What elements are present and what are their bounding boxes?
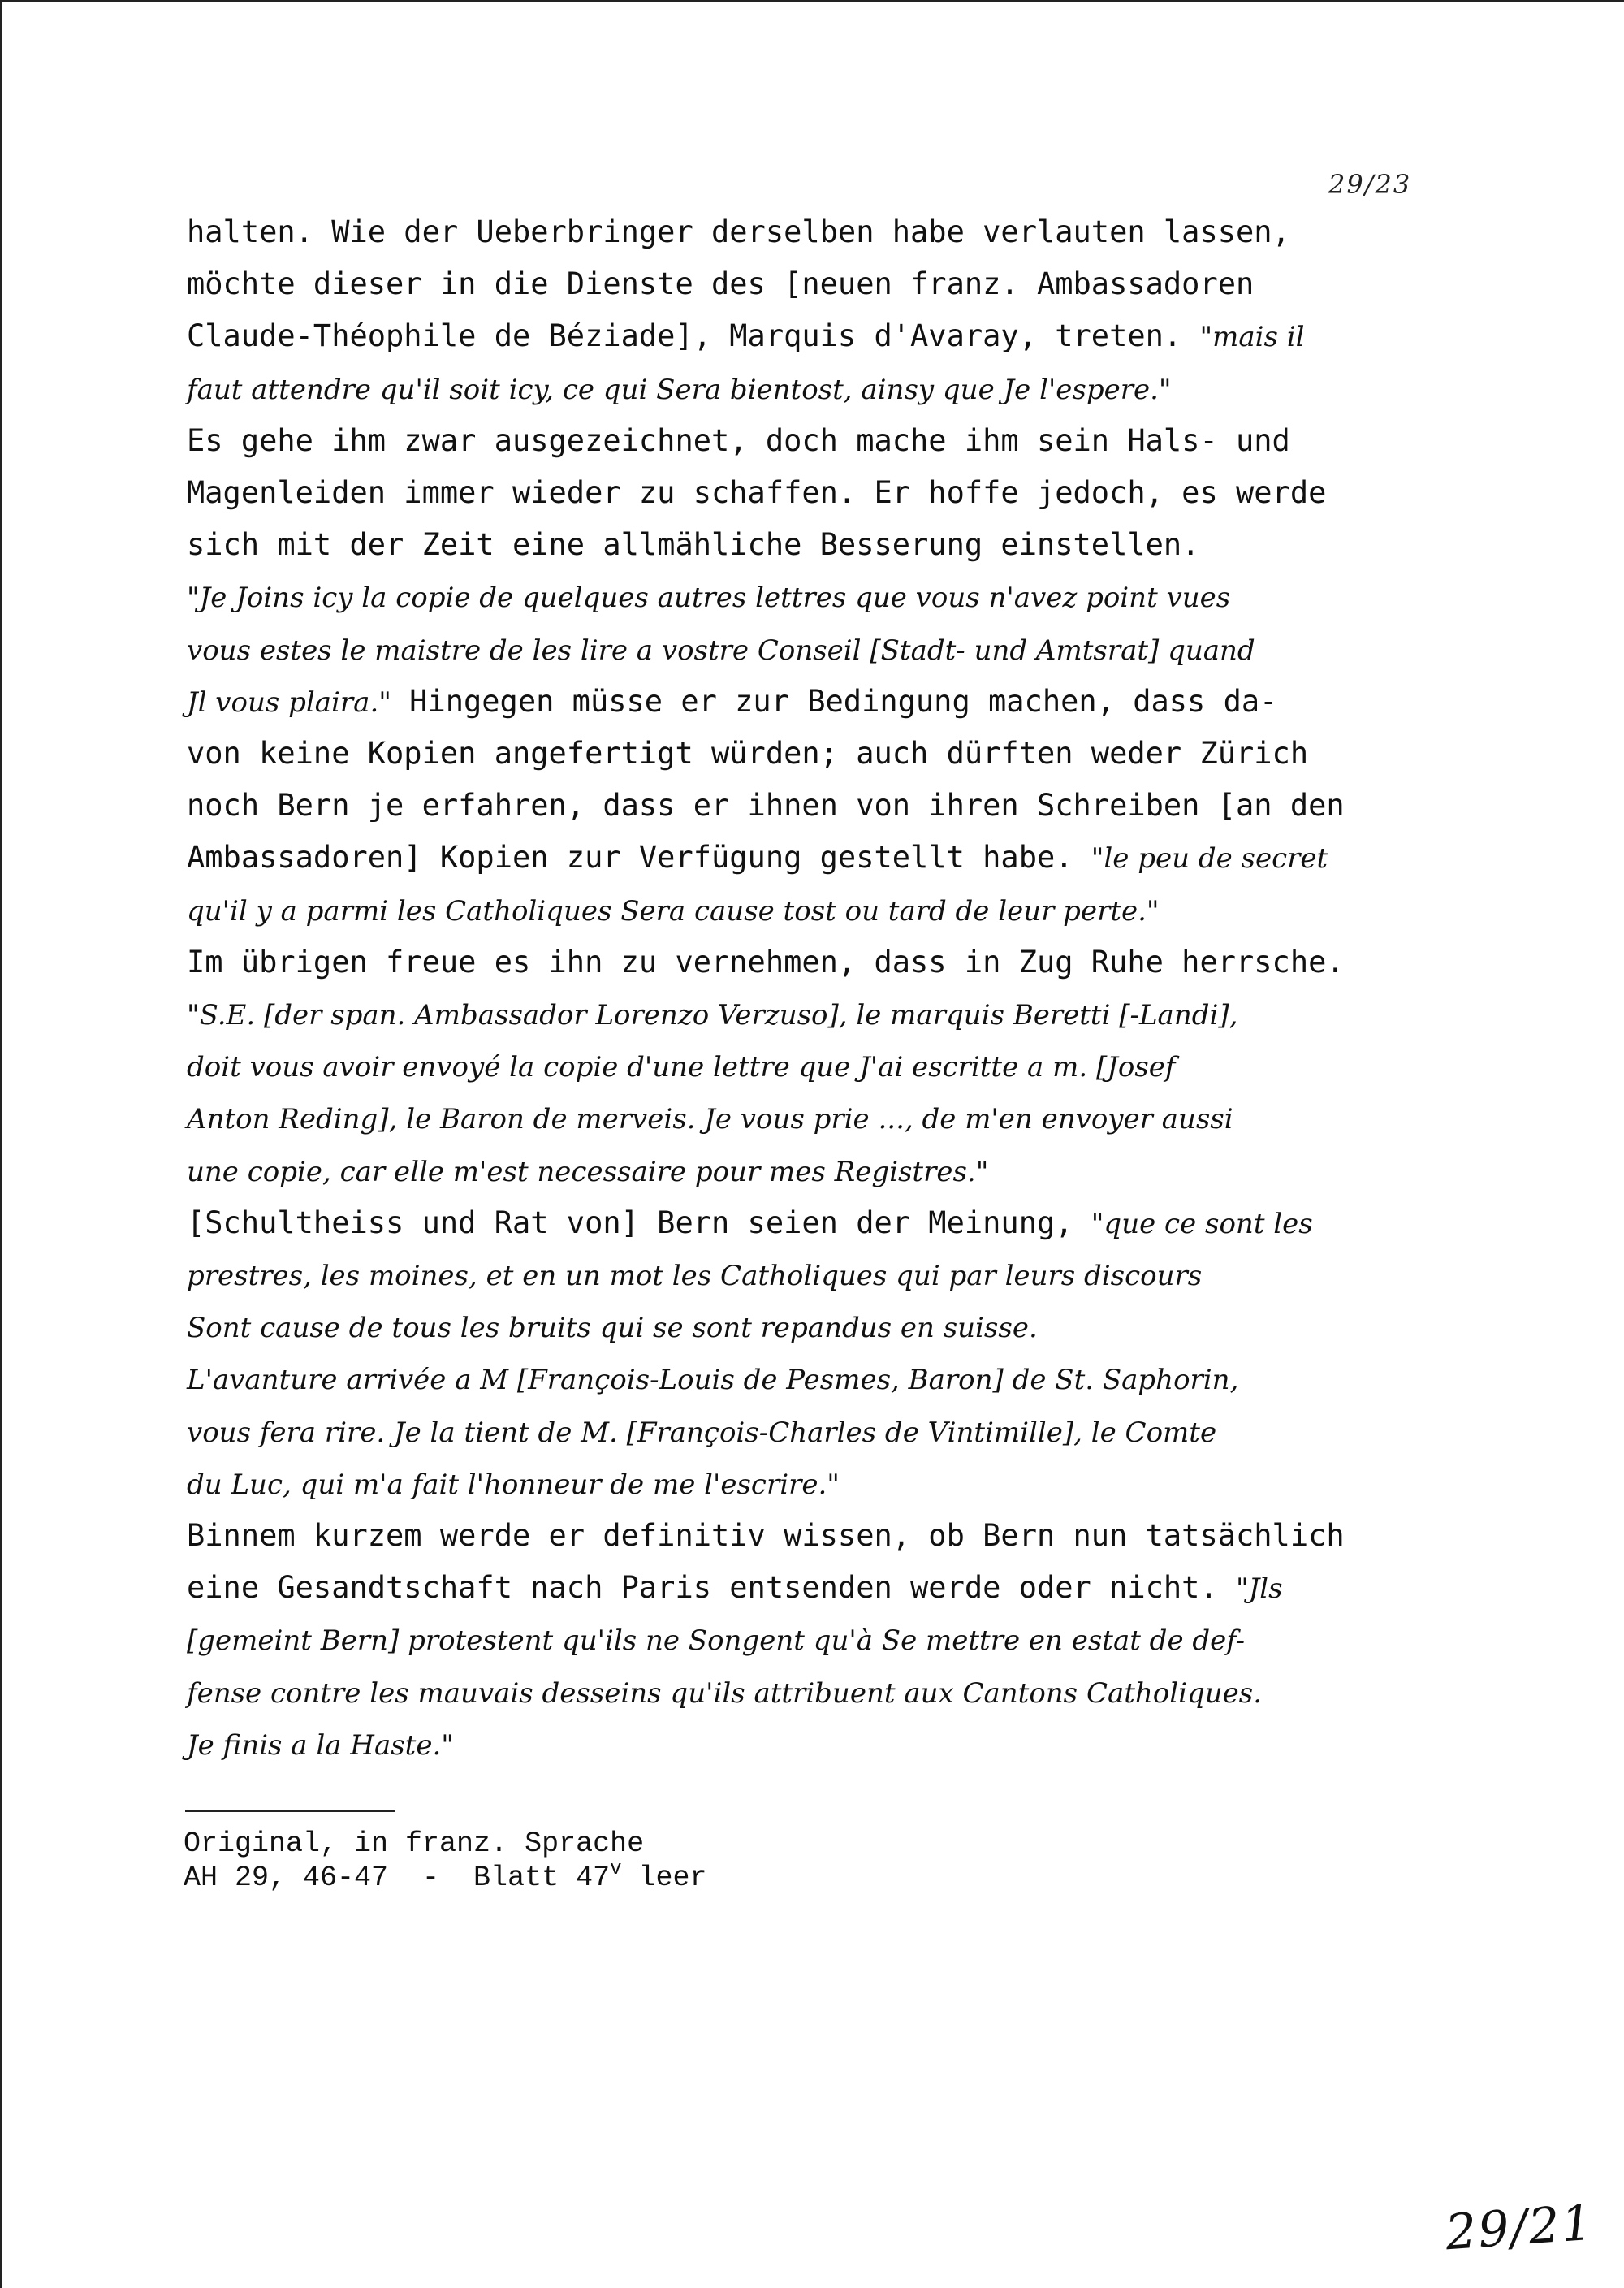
scan-top-border <box>0 0 1624 2</box>
text-line <box>187 736 1308 771</box>
quoted-french-text: "Jls <box>1236 1572 1283 1605</box>
quoted-french-text: faut attendre qu'il soit icy, ce qui Sera bientost, ainsy que Je l'espere." <box>187 374 1172 406</box>
text-line <box>187 1049 1175 1083</box>
text-line <box>187 475 1326 510</box>
german-summary-text: [Schultheiss und Rat von] Bern seien der Meinung, <box>187 1205 1091 1240</box>
text-line <box>187 527 1199 562</box>
quoted-french-text: "le peu de secret <box>1091 842 1328 875</box>
text-line <box>187 1466 840 1501</box>
quoted-french-text: du Luc, qui m'a fait l'honneur de me l'escrire." <box>187 1468 840 1501</box>
text-line <box>187 684 1277 719</box>
text-line <box>187 1622 1245 1657</box>
handwritten-folio-number: 29/21 <box>1443 2194 1596 2262</box>
text-line <box>187 1101 1233 1135</box>
quoted-french-text: "mais il <box>1199 321 1305 353</box>
quoted-french-text: [gemeint Bern] protestent qu'ils ne Songent qu'à Se mettre en estat de def- <box>187 1624 1246 1657</box>
quoted-french-text: vous estes le maistre de les lire a vostre Conseil [Stadt- und Amtsrat] quand <box>187 634 1255 667</box>
page-number: 29/23 <box>1328 169 1412 200</box>
text-line <box>187 1257 1202 1292</box>
text-line <box>187 893 1160 928</box>
quoted-french-text: Jl vous plaira." <box>187 686 391 719</box>
german-summary-text: Magenleiden immer wieder zu schaffen. Er hoffe jedoch, es werde <box>187 475 1327 510</box>
text-line <box>187 1727 454 1762</box>
footnote-line-2 <box>184 1858 707 1894</box>
german-summary-text: Claude-Théophile de Béziade], Marquis d'Avaray, treten. <box>187 318 1200 353</box>
footnote-source: AH 29, 46-47 - Blatt 47 <box>184 1862 611 1894</box>
text-line <box>187 1309 1038 1344</box>
german-summary-text: möchte dieser in die Dienste des [neuen franz. Ambassadoren <box>187 266 1255 301</box>
text-line <box>187 632 1255 667</box>
german-summary-text: halten. Wie der Ueberbringer derselben habe verlauten lassen, <box>187 214 1290 249</box>
text-line <box>187 1153 988 1188</box>
quoted-french-text: Sont cause de tous les bruits qui se sont repandus en suisse. <box>187 1312 1038 1344</box>
quoted-french-text: doit vous avoir envoyé la copie d'une lettre que J'ai escritte a m. [Josef <box>187 1051 1176 1083</box>
german-summary-text: von keine Kopien angefertigt würden; auch dürften weder Zürich <box>187 736 1309 771</box>
german-summary-text: Es gehe ihm zwar ausgezeichnet, doch mache ihm sein Hals- und <box>187 423 1290 458</box>
scan-left-border <box>0 0 2 2288</box>
text-line <box>187 318 1304 353</box>
footnote-superscript: v <box>610 1858 622 1880</box>
quoted-french-text: "Je Joins icy la copie de quelques autres lettres que vous n'avez point vues <box>187 582 1231 614</box>
footnote-blank-note: leer <box>621 1862 707 1894</box>
text-line <box>187 1675 1262 1710</box>
german-summary-text: sich mit der Zeit eine allmähliche Besserung einstellen. <box>187 527 1200 562</box>
text-line <box>187 423 1290 458</box>
text-line <box>187 1570 1283 1605</box>
text-line <box>187 579 1230 614</box>
quoted-french-text: Anton Reding], le Baron de merveis. Je vous prie ..., de m'en envoyer aussi <box>187 1103 1233 1135</box>
quoted-french-text: "S.E. [der span. Ambassador Lorenzo Verzuso], le marquis Beretti [-Landi], <box>187 999 1238 1032</box>
text-line <box>187 266 1254 301</box>
text-line <box>187 1414 1216 1449</box>
quoted-french-text: prestres, les moines, et en un mot les Catholiques qui par leurs discours <box>187 1260 1203 1292</box>
footnote-rule <box>185 1810 395 1812</box>
quoted-french-text: vous fera rire. Je la tient de M. [François-Charles de Vintimille], le Comte <box>187 1416 1217 1449</box>
german-summary-text: Ambassadoren] Kopien zur Verfügung gestellt habe. <box>187 840 1091 875</box>
text-line <box>187 1361 1238 1396</box>
text-line <box>187 214 1290 249</box>
text-line <box>187 945 1345 980</box>
german-summary-text: Hingegen müsse er zur Bedingung machen, dass da- <box>391 684 1278 719</box>
quoted-french-text: "que ce sont les <box>1091 1208 1313 1240</box>
quoted-french-text: une copie, car elle m'est necessaire pour mes Registres." <box>187 1156 989 1188</box>
text-line <box>187 1518 1345 1553</box>
quoted-french-text: fense contre les mauvais desseins qu'ils attribuent aux Cantons Catholiques. <box>187 1677 1263 1710</box>
quoted-french-text: qu'il y a parmi les Catholiques Sera cause tost ou tard de leur perte." <box>187 895 1160 928</box>
text-line <box>187 1205 1313 1240</box>
quoted-french-text: L'avanture arrivée a M [François-Louis de Pesmes, Baron] de St. Saphorin, <box>187 1364 1239 1396</box>
text-line <box>187 840 1328 875</box>
german-summary-text: noch Bern je erfahren, dass er ihnen von ihren Schreiben [an den <box>187 788 1345 823</box>
text-line <box>187 997 1237 1032</box>
text-line <box>187 371 1172 406</box>
german-summary-text: Im übrigen freue es ihn zu vernehmen, dass in Zug Ruhe herrsche. <box>187 945 1345 980</box>
german-summary-text: Binnem kurzem werde er definitiv wissen, ob Bern nun tatsächlich <box>187 1518 1345 1553</box>
quoted-french-text: Je finis a la Haste." <box>187 1729 454 1762</box>
footnote-line-1: Original, in franz. Sprache <box>184 1827 645 1860</box>
german-summary-text: eine Gesandtschaft nach Paris entsenden werde oder nicht. <box>187 1570 1237 1605</box>
text-line <box>187 788 1345 823</box>
